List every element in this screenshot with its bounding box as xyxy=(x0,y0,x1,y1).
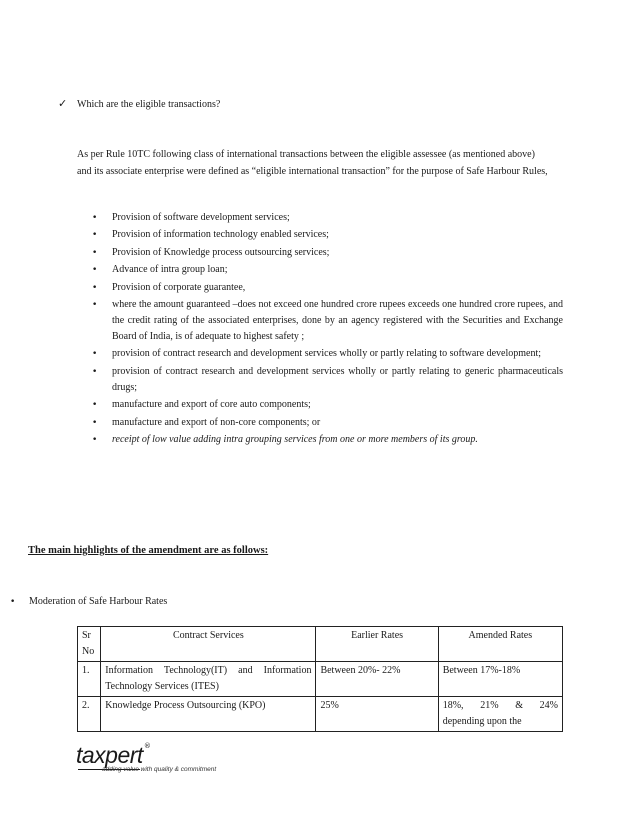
list-item-text: Provision of Knowledge process outsourcing services; xyxy=(112,246,330,258)
checkmark-icon: ✓ xyxy=(58,97,68,110)
list-item xyxy=(92,364,563,396)
list-item xyxy=(92,245,563,261)
list-item xyxy=(92,432,563,448)
list-item-text: manufacture and export of non-core components; or xyxy=(112,416,321,428)
list-item-text: Provision of corporate guarantee, xyxy=(112,281,246,293)
table-cell: 18%, 21% & 24% depending upon the xyxy=(438,697,562,732)
highlights-heading: The main highlights of the amendment are as follows: xyxy=(28,545,269,556)
list-item xyxy=(92,415,563,431)
bullet-icon: • xyxy=(10,597,16,607)
list-item-text: Advance of intra group loan; xyxy=(112,264,228,276)
header-sr-no: Sr No xyxy=(78,627,101,662)
eligible-transactions-question: Which are the eligible transactions? xyxy=(77,99,221,110)
list-item xyxy=(92,227,563,243)
header-earlier-rates: Earlier Rates xyxy=(316,627,438,662)
table-cell: 1. xyxy=(78,662,101,697)
table-cell: Between 20%- 22% xyxy=(316,662,438,697)
logo-tagline: adding value with quality & commitment xyxy=(102,766,217,773)
table-cell: 2. xyxy=(78,697,101,732)
header-contract-services: Contract Services xyxy=(101,627,316,662)
table-cell: Knowledge Process Outsourcing (KPO) xyxy=(101,697,316,732)
bullet-icon: • xyxy=(92,417,98,428)
list-item xyxy=(92,280,563,296)
list-item xyxy=(92,262,563,278)
table-cell: Between 17%-18% xyxy=(438,662,562,697)
list-item-text: provision of contract research and development services wholly or partly relating to software development; xyxy=(112,348,542,360)
list-item xyxy=(92,297,563,345)
table-cell: 25% xyxy=(316,697,438,732)
bullet-icon: • xyxy=(92,230,98,241)
list-item-text: Provision of software development services; xyxy=(112,212,290,223)
bullet-icon: • xyxy=(92,366,98,377)
list-item xyxy=(92,397,563,413)
table-row xyxy=(78,697,563,732)
bullet-icon: • xyxy=(92,265,98,276)
bullet-icon: • xyxy=(92,213,98,223)
logo-wordmark: taxpert xyxy=(76,742,143,768)
rule-10tc-paragraph xyxy=(77,146,563,180)
bullet-icon: • xyxy=(92,247,98,258)
taxpert-logo xyxy=(76,742,217,773)
registered-mark-icon: ® xyxy=(143,742,151,750)
header-amended-rates: Amended Rates xyxy=(438,627,562,662)
list-item xyxy=(92,346,563,362)
bullet-icon: • xyxy=(92,282,98,293)
bullet-icon: • xyxy=(92,299,98,310)
paragraph-line: As per Rule 10TC following class of international transactions between the eligible assessee (as mentioned above) xyxy=(77,149,535,160)
bullet-icon: • xyxy=(92,434,98,445)
eligible-transactions-list xyxy=(92,210,563,449)
list-item-text: manufacture and export of core auto components; xyxy=(112,399,311,411)
table-header-row xyxy=(78,627,563,662)
moderation-label: Moderation of Safe Harbour Rates xyxy=(29,596,168,607)
list-item-text: Provision of information technology enabled services; xyxy=(112,229,329,241)
list-item-text: provision of contract research and development services wholly or partly relating to generic pharmaceuticals drugs; xyxy=(112,365,563,393)
list-item-text: where the amount guaranteed –does not exceed one hundred crore rupees exceeds one hundred crore rupees, and the credit rating of the associated enterprises, done by an agency registered with the Securities and Exchange Board of India, is of adequate to highest safety ; xyxy=(112,298,563,342)
bullet-icon: • xyxy=(92,349,98,360)
paragraph-line: and its associate enterprise were defined as “eligible international transaction” for the purpose of Safe Harbour Rules, xyxy=(77,166,548,177)
safe-harbour-rates-table xyxy=(77,626,563,732)
table-row xyxy=(78,662,563,697)
bullet-icon: • xyxy=(92,400,98,411)
list-item-text: receipt of low value adding intra grouping services from one or more members of its group. xyxy=(112,433,478,445)
list-item xyxy=(92,210,563,226)
table-cell: Information Technology(IT) and Information Technology Services (ITES) xyxy=(101,662,316,697)
